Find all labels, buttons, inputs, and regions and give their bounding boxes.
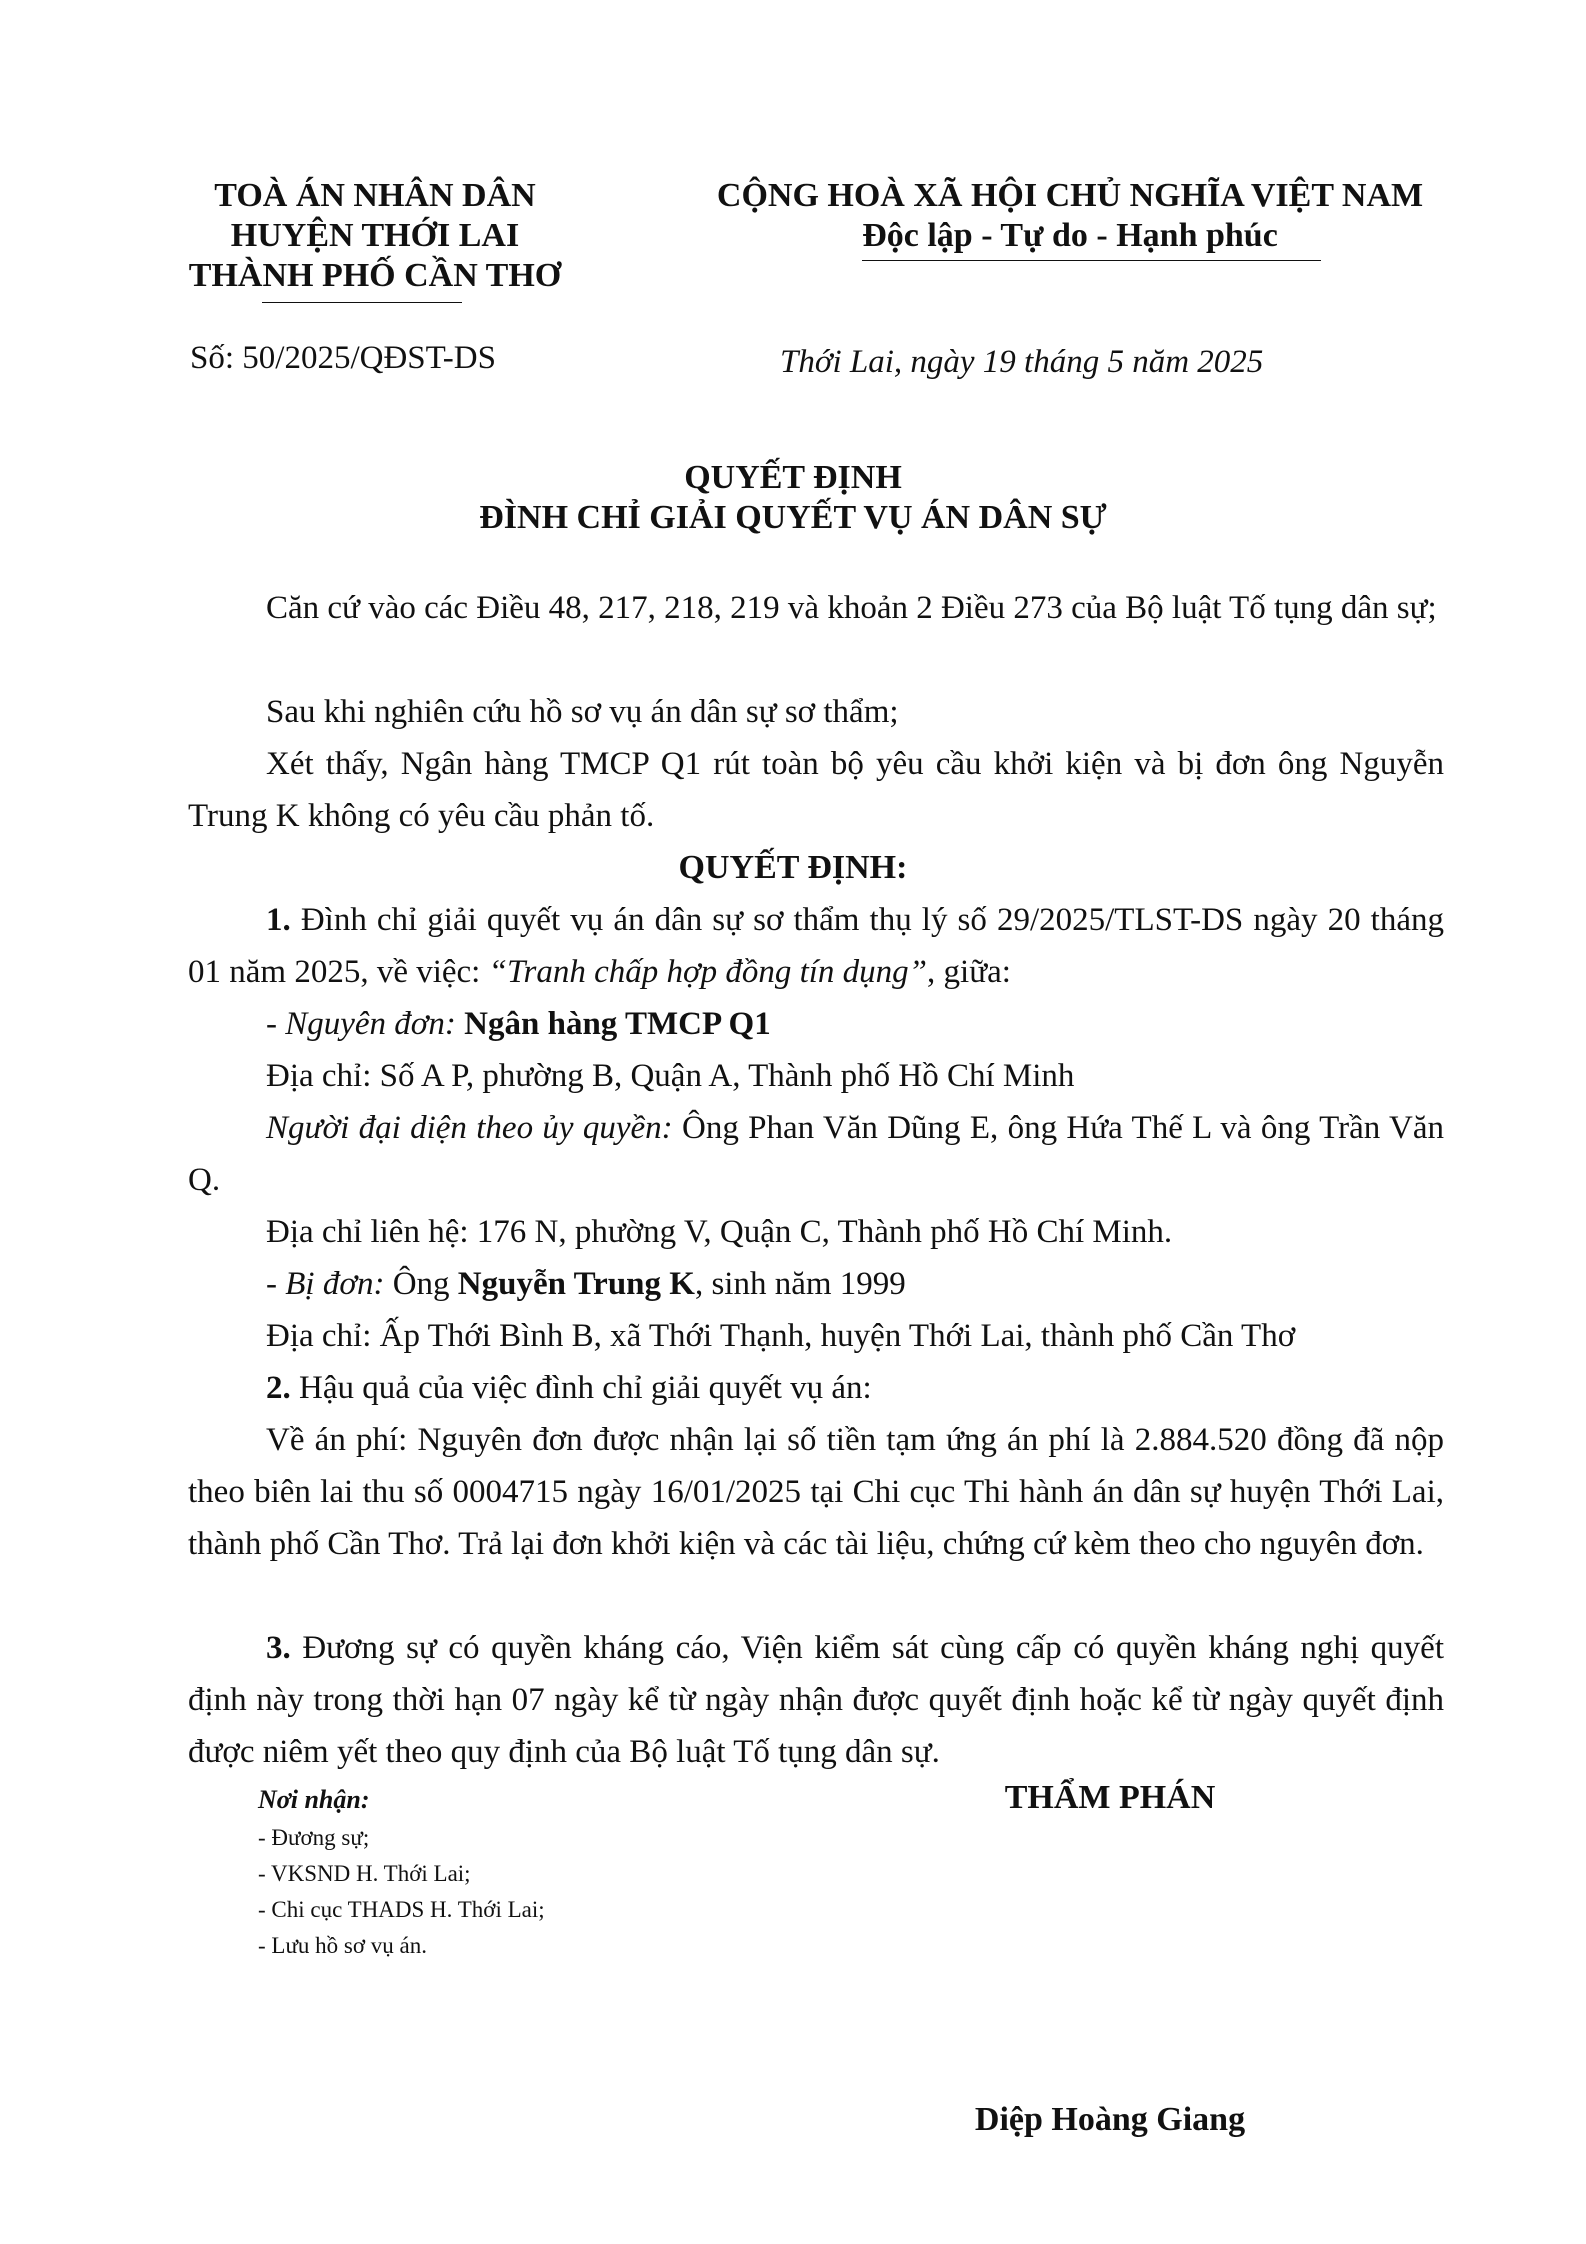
signature-name: Diệp Hoàng Giang (974, 2101, 1246, 2138)
study-paragraph: Sau khi nghiên cứu hồ sơ vụ án dân sự sơ thẩm; (266, 694, 899, 730)
motto: Độc lập - Tự do - Hạnh phúc (862, 217, 1278, 254)
item-2-number: 2. (266, 1370, 291, 1406)
item-1-number: 1. (266, 902, 291, 938)
representative-paragraph (188, 1102, 1444, 1206)
recipient-item: - Đương sự; (258, 1825, 370, 1850)
fee-paragraph: Về án phí: Nguyên đơn được nhận lại số tiền tạm ứng án phí là 2.884.520 đồng đã nộp theo biên lai thu số 0004715 ngày 16/01/2025 tại Chi cục Thi hành án dân sự huyện Thới Lai, thành phố Cần Thơ. Trả lại đơn khởi kiện và các tài liệu, chứng cứ kèm theo cho nguyên đơn. (188, 1422, 1444, 1562)
signature-role: THẨM PHÁN (1004, 1779, 1216, 1816)
defendant-address: Địa chỉ: Ấp Thới Bình B, xã Thới Thạnh, huyện Thới Lai, thành phố Cần Thơ (266, 1318, 1296, 1354)
decision-heading: QUYẾT ĐỊNH: (678, 849, 908, 886)
defendant-prefix: - (266, 1266, 286, 1302)
plaintiff-line (266, 998, 1444, 1050)
consider-paragraph: Xét thấy, Ngân hàng TMCP Q1 rút toàn bộ yêu cầu khởi kiện và bị đơn ông Nguyễn Trung K không có yêu cầu phản tố. (188, 746, 1444, 834)
contact-address: Địa chỉ liên hệ: 176 N, phường V, Quận C, Thành phố Hồ Chí Minh. (266, 1214, 1173, 1250)
title-line-2: ĐÌNH CHỈ GIẢI QUYẾT VỤ ÁN DÂN SỰ (479, 499, 1107, 536)
item-1-text-b: , giữa: (927, 954, 1011, 990)
recipients-block (258, 1780, 778, 1964)
basis-paragraph: Căn cứ vào các Điều 48, 217, 218, 219 và khoản 2 Điều 273 của Bộ luật Tố tụng dân sự; (266, 590, 1437, 626)
document-number: Số: 50/2025/QĐST-DS (190, 340, 496, 376)
item-3-text: Đương sự có quyền kháng cáo, Viện kiểm sát cùng cấp có quyền kháng nghị quyết định này trong thời hạn 07 ngày kể từ ngày nhận được quyết định hoặc kể từ ngày quyết định được niêm yết theo quy định của Bộ luật Tố tụng dân sự. (188, 1630, 1444, 1770)
country-name: CỘNG HOÀ XÃ HỘI CHỦ NGHĨA VIỆT NAM (716, 177, 1424, 214)
court-line-2: HUYỆN THỚI LAI (230, 217, 520, 254)
plaintiff-label: Nguyên đơn: (285, 1006, 456, 1042)
recipient-item: - VKSND H. Thới Lai; (258, 1861, 471, 1886)
recipient-item: - Chi cục THADS H. Thới Lai; (258, 1897, 545, 1922)
plaintiff-name: Ngân hàng TMCP Q1 (455, 1006, 771, 1042)
place-date: Thới Lai, ngày 19 tháng 5 năm 2025 (780, 344, 1264, 380)
court-line-3: THÀNH PHỐ CẦN THƠ (188, 257, 562, 294)
item-1-paragraph (188, 894, 1444, 998)
item-1-text-a: Đình chỉ giải quyết vụ án dân sự sơ thẩm thụ lý số 29/2025/TLST-DS ngày 20 tháng 01 năm 2025, về việc: (188, 902, 1444, 990)
item-2-line (266, 1362, 1444, 1414)
plaintiff-prefix: - (266, 1006, 286, 1042)
item-3-number: 3. (266, 1630, 291, 1666)
defendant-birth: , sinh năm 1999 (694, 1266, 906, 1302)
defendant-line (266, 1258, 1444, 1310)
title-line-1: QUYẾT ĐỊNH (684, 459, 902, 496)
item-2-text: Hậu quả của việc đình chỉ giải quyết vụ án: (290, 1370, 872, 1406)
national-motto-block (700, 176, 1440, 256)
recipient-item: - Lưu hồ sơ vụ án. (258, 1933, 427, 1958)
court-underline (262, 302, 462, 303)
document-title (0, 458, 1586, 538)
defendant-name: Nguyễn Trung K (457, 1266, 695, 1302)
motto-underline (862, 260, 1321, 261)
defendant-title: Ông (384, 1266, 458, 1302)
court-name-block (160, 176, 590, 296)
defendant-label: Bị đơn: (285, 1266, 385, 1302)
item-3-paragraph (188, 1622, 1444, 1778)
plaintiff-address: Địa chỉ: Số A P, phường B, Quận A, Thành phố Hồ Chí Minh (266, 1058, 1075, 1094)
representative-label: Người đại diện theo ủy quyền: (266, 1110, 673, 1146)
recipients-title: Nơi nhận: (258, 1785, 370, 1814)
representative-text: Ông Phan Văn Dũng E, ông Hứa Thế L và ông Trần Văn Q. (188, 1110, 1444, 1198)
court-line-1: TOÀ ÁN NHÂN DÂN (214, 177, 536, 214)
case-name: “Tranh chấp hợp đồng tín dụng” (488, 954, 928, 990)
